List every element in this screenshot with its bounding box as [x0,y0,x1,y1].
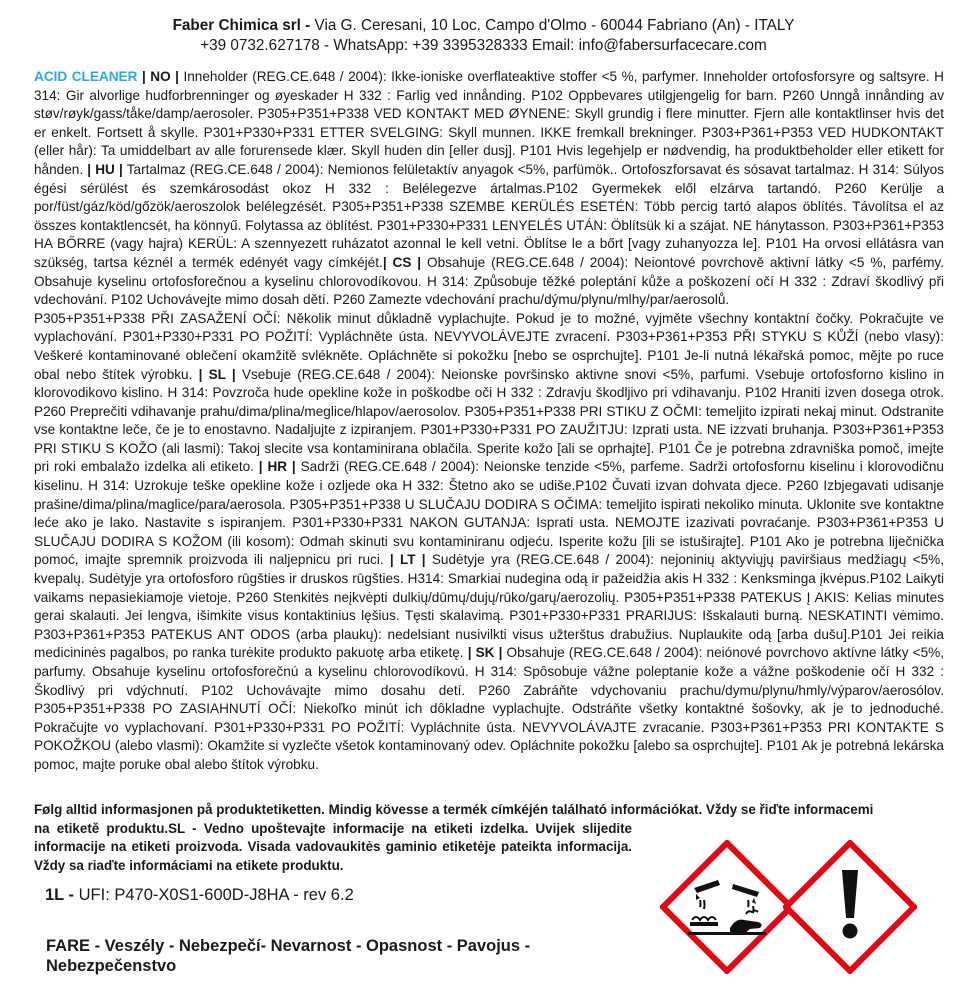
company-address: Via G. Ceresani, 10 Loc. Campo d'Olmo - 60044 Fabriano (An) - ITALY [310,17,795,34]
section-hu-text: Tartalmaz (REG.CE.648 / 2004): Nemionos felületaktív anyagok <5%, parfümök.. Ortofoszforsavat és sósavat tartalmaz. H 314: Súlyos égési sérülést és szemkárosodást okoz H 332 : Belélegezve ártalmas.P102 Gyermekek elől elzárva tartandó. P260 Kerülje a por/füst/gáz/köd/gőzök/aeroszolok belélegzését. P305+P351+P338 SZEMBE KERÜLÉS ESETÉN: Több percig tartó alapos öblítés. Távolítsa el az összes kontaktlencsét, ha könnyű. Folytassa az öblítést. P301+P330+P331 LENYELÉS UTÁN: Öblítsük ki a szájat. NE hánytasson. P303+P361+P353 HA BŐRRE (vagy hajra) KERÜL: A szennyezett ruházatot azonnal le kell vetni. Öblítse le a bőrt [vagy zuhanyozza le]. P101 Ha orvosi ellátásra van szükség, tartsa kéznél a termék edényét vagy címkéjét. [34,161,944,270]
company-header [0,16,967,56]
lang-tag-sl: | SL | [198,366,236,382]
section-lt-text: Sudėtyje yra (REG.CE.648 / 2004): nejoninių aktyviųjų paviršiaus medžiagų <5%, kvepalų. Sudėtyje yra ortofosforo rūgšties ir druskos rūgšties. H314: Smarkiai nudegina odą ir pažeidžia akis H 332 : Kenksminga įkvėpus.P102 Laikyti vaikams nepasiekiamoje vietoje. P260 Stenkitės neįkvėpti dulkių/dūmų/dujų/rūko/garų/aerozolių. P305+P351+P338 PATEKUS Į AKIS: Kelias minutes gerai skalauti. Jei lengva, išimkite visus kontaktinius lęšius. Tęsti skalavimą. P301+P330+P331 PRARIJUS: Išskalauti burną. NESKATINTI vėmimo. P303+P361+P353 PATEKUS ANT ODOS (arba plaukų): nedelsiant nusivilkti visus užterštus drabužius. Nuplaukite odą [arba dušu].P101 Jei reikia medicininės pagalbos, po ranka turėkite produkto pakuotę arba etiketę. [34,552,944,661]
ufi-code: UFI: P470-X0S1-600D-J8HA - rev 6.2 [74,886,354,904]
product-name: ACID CLEANER [34,69,138,84]
company-name: Faber Chimica srl - [172,17,311,34]
section-no-text: Inneholder (REG.CE.648 / 2004): Ikke-ioniske overflateaktive stoffer <5 %, parfymer. Inneholder ortofosforsyre og saltsyre. H 314: Gir alvorlige hudforbrenninger og øyeskader H 332 : Farlig ved innånding. P102 Oppbevares utilgjengelig for barn. P260 Unngå innånding av støv/røyk/gass/tåke/damp/aerosoler. P305+P351+P338 VED KONTAKT MED ØYNENE: Skyll grundig i flere minutter. Fjern alle kontaktlinser hvis det er enkelt. Fortsett å skylle. P301+P330+P331 ETTER SVELGING: Skyll munnen. IKKE fremkall brekninger. P303+P361+P353 VED HUDKONTAKT (eller hår): Ta umiddelbart av alle forurensede klær. Skyll huden din [eller dusj]. P101 Hvis legehjelp er nødvendig, ha produktbeholder eller etikett for hånden. [34,69,944,177]
lang-tag-sk: | SK | [467,645,503,661]
section-cs-text-2: P305+P351+P338 PŘI ZASAŽENÍ OČÍ: Několik minut důkladně vyplachujte. Pokud je to možné, vyjměte všechny kontaktní čočky. Pokračujte ve vyplachování. P301+P330+P331 PO POŽITÍ: Vypláchněte ústa. NEVYVOLÁVEJTE zvracení. P303+P361+P353 PŘI STYKU S KŮŽÍ (nebo vlasy): Veškeré kontaminované oblečení okamžitě svlékněte. Opláchněte si pokožku [nebo se osprchujte]. P101 Je-li nutná lékařská pomoc, mějte po ruce obal nebo štítek výrobku. [34,310,944,382]
volume-label: 1L - [45,886,75,904]
lang-tag-hu: | HU | [87,161,123,177]
section-sl-text: Vsebuje (REG.CE.648 / 2004): Neionske površinsko aktivne snovi <5%, parfumi. Vsebuje ortofosforno kislino in klorovodikovo kislino. H 314: Povzroča hude opekline kože in poškodbe oči H 332 : Zdravju škodljivo pri vdihavanju. P102 Hraniti izven dosega otrok. P260 Preprečiti vdihavanje prahu/dima/plina/meglice/hlapov/aerosolov. P305+P351+P338 PRI STIKU Z OČMI: temeljito izpirati nekaj minut. Odstranite vse kontaktne leče, če je to enostavno. Nadaljujte z izpiranjem. P301+P330+P331 PO ZAUŽITJU: Izprati usta. NE izzvati bruhanja. P303+P361+P353 PRI STIKU S KOŽO (ali lasmi): Takoj slecite vsa kontaminirana oblačila. Sperite kožo [ali se oprhajte]. P101 Če je potrebna zdravniška pomoč, imejte pri roki embalažo izdelka ali etiketo. [34,366,944,475]
section-cs-text: Obsahuje (REG.CE.648 / 2004): Neiontové povrchově aktivní látky <5 %, parfémy. Obsahuje kyselinu ortofosforečnou a kyselinu chlorovodíkovou. H 314: Způsobuje těžké poleptání kůže a poškození očí H 332 : Zdraví škodlivý při vdechování. P102 Uchovávejte mimo dosah dětí. P260 Zamezte vdechování prachu/dýmu/plynu/mlhy/par/aerosolů. [34,254,944,308]
label-text-block [34,68,944,775]
lang-tag-no: | NO | [141,69,179,84]
exclamation-pictogram [783,840,917,974]
section-hr-text: Sadrži (REG.CE.648 / 2004): Neionske tenzide <5%, parfeme. Sadrži ortofosfornu kiselinu i klorovodičnu kiselinu. H 314: Uzrokuje teške opekline kože i ozljede oka H 332: Štetno ako se udiše.P102 Čuvati izvan dohvata djece. P260 Izbjegavati udisanje prašine/dima/plina/maglice/para/aerosola. P305+P351+P338 U SLUČAJU DODIRA S OČIMA: temeljito ispirati nekoliko minuta. Uklonite sve kontaktne leće ako je lako. Nastavite s ispiranjem. P301+P330+P331 NAKON GUTANJA: Isprati usta. NEMOJTE izazivati povraćanje. P303+P361+P353 U SLUČAJU DODIRA S KOŽOM (ili kosom): Odmah skinuti svu kontaminiranu odjeću. Isperite kožu [ili se istuširajte]. P101 Ako je potrebna liječnička pomoć, imajte spremnik proizvoda ili naljepnicu pri ruci. [34,459,944,568]
label-notice-line1: Følg alltid informasjonen på produktetiketten. Mindig kövesse a termék címkéjén található információkat. Vždy se řiďte informacemi [34,802,874,817]
label-notice-rest: na etiketě produktu.SL - Vedno upoštevajte informacije na etiketi izdelka. Uvijek slijedite informacije na etiketi proizvoda. Visada vadovaukitės gaminio etiketėje pateikta informacija. Vždy sa riaďte informáciami na etikete produktu. [34,820,632,873]
signal-words: FARE - Veszély - Nebezpečí- Nevarnost - Opasnost - Pavojus - Nebezpečenstvo [46,937,531,975]
paragraph-continued [34,310,944,775]
lang-tag-cs: | CS | [382,254,422,270]
lang-tag-hr: | HR | [258,459,296,475]
corrosion-diamond-border [663,843,791,971]
ufi-line [45,886,354,905]
company-address-line [0,16,967,36]
lang-tag-lt: | LT | [389,552,426,568]
paragraph-main [34,68,944,310]
corrosion-pictogram [660,840,794,974]
company-contacts: +39 0732.627178 - WhatsApp: +39 3395328333 Email: info@fabersurfacecare.com [200,37,767,54]
section-sk-text: Obsahuje (REG.CE.648 / 2004): neiónové povrchovo aktívne látky <5%, parfumy. Obsahuje kyselinu ortofosforečnú a kyselinu chlorovodíkovú. H 314: Spôsobuje vážne poleptanie kože a vážne poškodenie očí H 332 : Škodlivý pri vdýchnutí. P102 Uchovávajte mimo dosahu detí. P260 Zabráňte vdychovaniu prachu/dymu/plynu/hmly/výparov/aerosólov. P305+P351+P338 PO ZASIAHNUTÍ OČÍ: Niekoľko minút ich dôkladne vyplachujte. Odstráňte všetky kontaktné šošovky, ak je to jednoduché. Pokračujte vo vyplachovaní. P301+P330+P331 PO POŽITÍ: Vypláchnite ústa. NEVYVOLÁVAJTE zvracanie. P303+P361+P353 PRI KONTAKTE S POKOŽKOU (alebo vlasmi): Okamžite si vyzlečte všetok kontaminovaný odev. Opláchnite pokožku [alebo sa osprchujte]. P101 Ak je potrebná lekárska pomoc, majte poruke obal alebo štítok výrobku. [34,645,944,772]
